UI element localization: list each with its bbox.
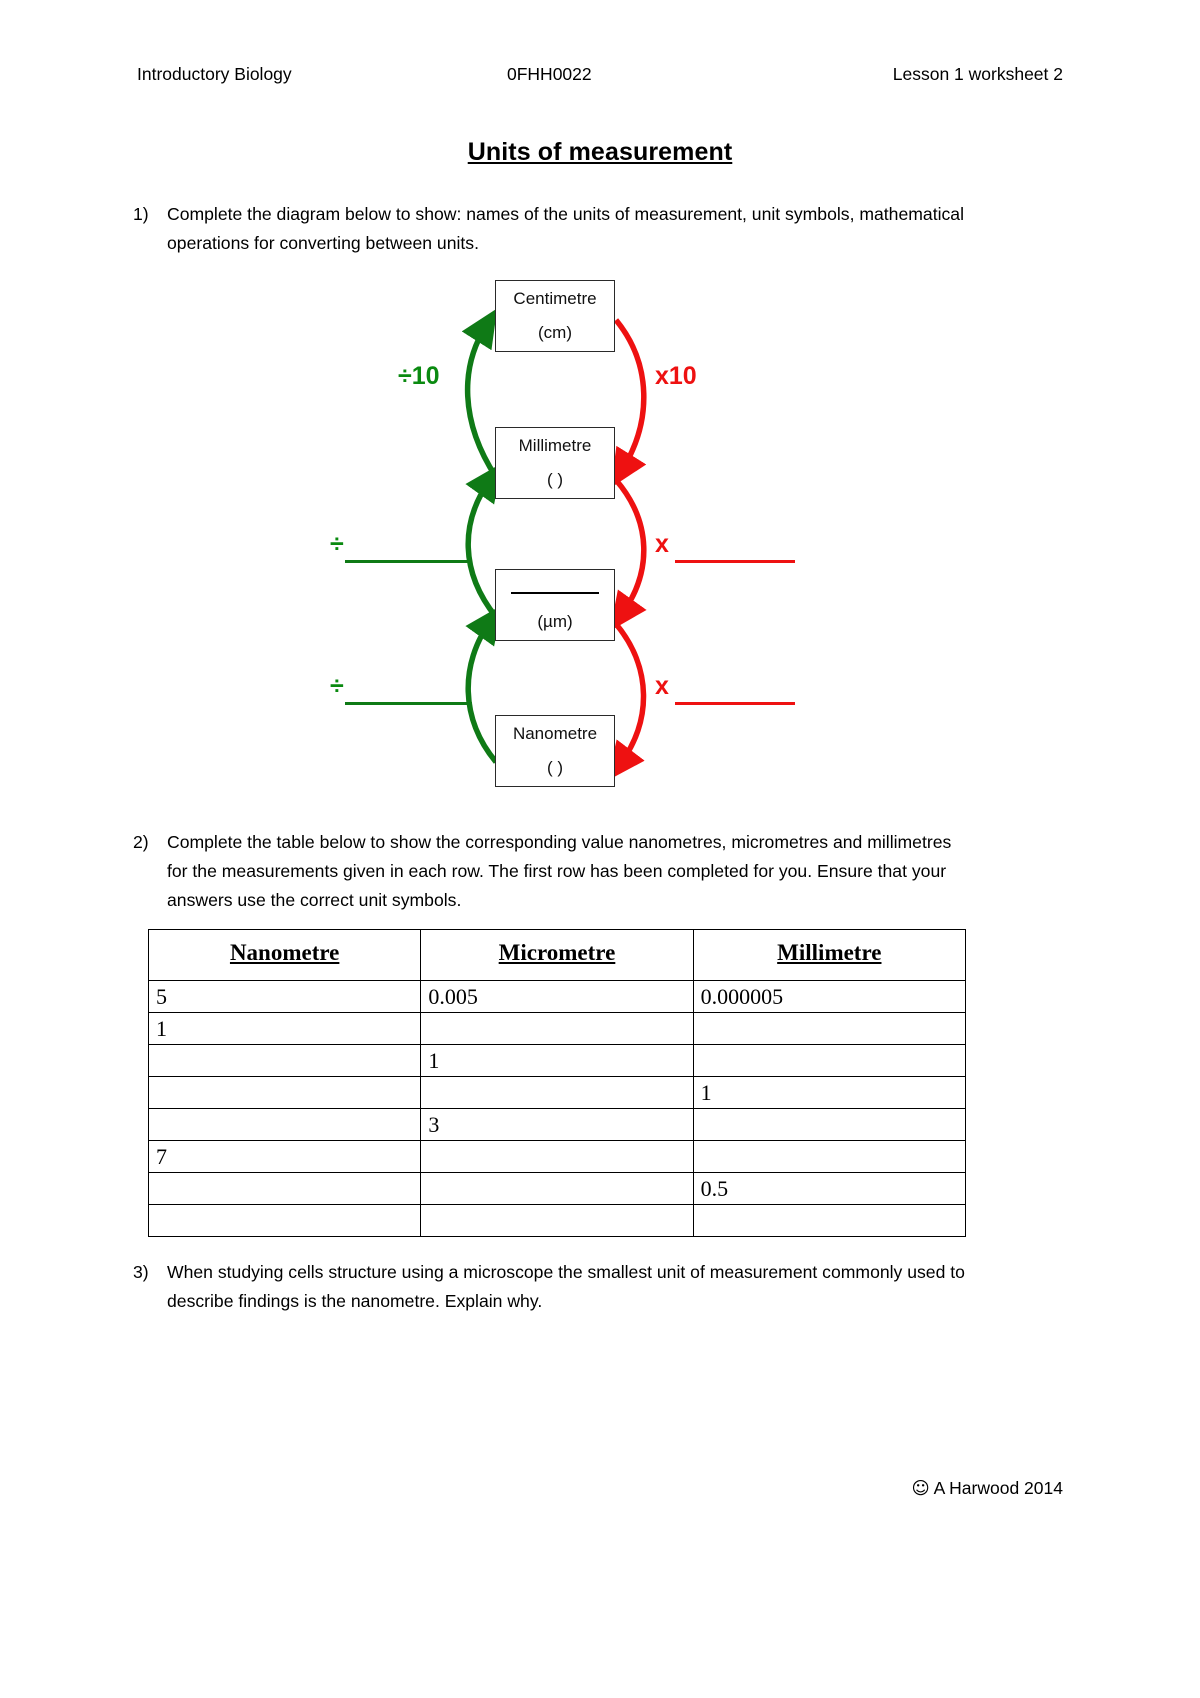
- unit-box-millimetre: [495, 427, 615, 499]
- page-title: Units of measurement: [467, 138, 733, 166]
- question-2: [133, 828, 968, 915]
- cell-micrometre[interactable]: 3: [421, 1109, 693, 1141]
- table-row: [149, 1013, 966, 1045]
- table-row: [149, 1077, 966, 1109]
- divide-blank-line-2: [345, 560, 472, 563]
- cell-millimetre[interactable]: [693, 1013, 965, 1045]
- cell-micrometre[interactable]: [421, 1205, 693, 1237]
- cell-micrometre[interactable]: 0.005: [421, 981, 693, 1013]
- divide-label-2: ÷: [330, 530, 344, 558]
- smiley-icon: ☺: [911, 1479, 930, 1499]
- header-lesson-label: Lesson 1 worksheet 2: [892, 64, 1063, 84]
- table-row: [149, 1109, 966, 1141]
- unit-box-micrometre: [495, 569, 615, 641]
- cell-nanometre[interactable]: [149, 1077, 421, 1109]
- multiply-label-2: x: [655, 530, 669, 558]
- divide-label-3: ÷: [330, 672, 344, 700]
- cell-nanometre[interactable]: [149, 1109, 421, 1141]
- cell-millimetre[interactable]: [693, 1205, 965, 1237]
- multiply-label-1: x10: [655, 362, 697, 390]
- question-1-text: Complete the diagram below to show: names of the units of measurement, unit symbols, mathematical operations for converting between units.: [167, 204, 964, 253]
- unit-box-centimetre: [495, 280, 615, 352]
- cell-millimetre[interactable]: 1: [693, 1077, 965, 1109]
- table-header-row: [149, 930, 966, 981]
- question-3-text: When studying cells structure using a microscope the smallest unit of measurement commonly used to describe findings is the nanometre. Explain why.: [167, 1262, 965, 1311]
- blank-answer-line: [511, 578, 599, 594]
- multiply-blank-line-3: [675, 702, 795, 705]
- cell-nanometre[interactable]: 5: [149, 981, 421, 1013]
- cell-micrometre[interactable]: 1: [421, 1045, 693, 1077]
- question-1: [133, 200, 993, 258]
- units-conversion-diagram: [300, 272, 860, 812]
- table-row: [149, 1045, 966, 1077]
- cell-nanometre[interactable]: 1: [149, 1013, 421, 1045]
- table-header-nanometre: Nanometre: [149, 930, 421, 981]
- unit-box-2-symbol: ( ): [546, 470, 564, 489]
- unit-box-nanometre: [495, 715, 615, 787]
- cell-millimetre[interactable]: [693, 1045, 965, 1077]
- unit-box-4-name: Nanometre: [512, 724, 598, 743]
- multiply-label-3: x: [655, 672, 669, 700]
- cell-nanometre[interactable]: 7: [149, 1141, 421, 1173]
- cell-millimetre[interactable]: [693, 1141, 965, 1173]
- unit-box-1-name: Centimetre: [513, 289, 597, 308]
- cell-micrometre[interactable]: [421, 1077, 693, 1109]
- cell-nanometre[interactable]: [149, 1173, 421, 1205]
- page-header: [137, 62, 1063, 86]
- question-2-number: 2): [133, 832, 149, 852]
- cell-nanometre[interactable]: [149, 1205, 421, 1237]
- question-2-text: Complete the table below to show the corresponding value nanometres, micrometres and millimetres for the measurements given in each row. The first row has been completed for you. Ensure that your answers use the correct unit symbols.: [167, 832, 952, 910]
- multiply-blank-line-2: [675, 560, 795, 563]
- header-course-code: 0FHH0022: [507, 64, 592, 84]
- unit-box-1-symbol: (cm): [538, 323, 572, 342]
- cell-millimetre[interactable]: 0.000005: [693, 981, 965, 1013]
- unit-box-3-name-blank: [496, 578, 614, 599]
- page-footer: [911, 1478, 1063, 1499]
- table-header-millimetre: Millimetre: [693, 930, 965, 981]
- units-conversion-table: [148, 929, 966, 1237]
- table-row: [149, 1173, 966, 1205]
- table-row: [149, 1141, 966, 1173]
- unit-box-2-name: Millimetre: [518, 436, 592, 455]
- table-header-micrometre: Micrometre: [421, 930, 693, 981]
- question-3-number: 3): [133, 1262, 149, 1282]
- cell-micrometre[interactable]: [421, 1013, 693, 1045]
- cell-micrometre[interactable]: [421, 1141, 693, 1173]
- cell-nanometre[interactable]: [149, 1045, 421, 1077]
- table-row: [149, 1205, 966, 1237]
- header-course-name: Introductory Biology: [137, 64, 292, 84]
- cell-micrometre[interactable]: [421, 1173, 693, 1205]
- footer-credit: A Harwood 2014: [933, 1478, 1063, 1498]
- divide-label-1: ÷10: [398, 362, 440, 390]
- unit-box-4-symbol: ( ): [546, 758, 564, 777]
- question-3: [133, 1258, 973, 1316]
- divide-blank-line-3: [345, 702, 472, 705]
- cell-millimetre[interactable]: 0.5: [693, 1173, 965, 1205]
- table-row: [149, 981, 966, 1013]
- cell-millimetre[interactable]: [693, 1109, 965, 1141]
- unit-box-3-symbol: (µm): [537, 612, 573, 631]
- question-1-number: 1): [133, 204, 149, 224]
